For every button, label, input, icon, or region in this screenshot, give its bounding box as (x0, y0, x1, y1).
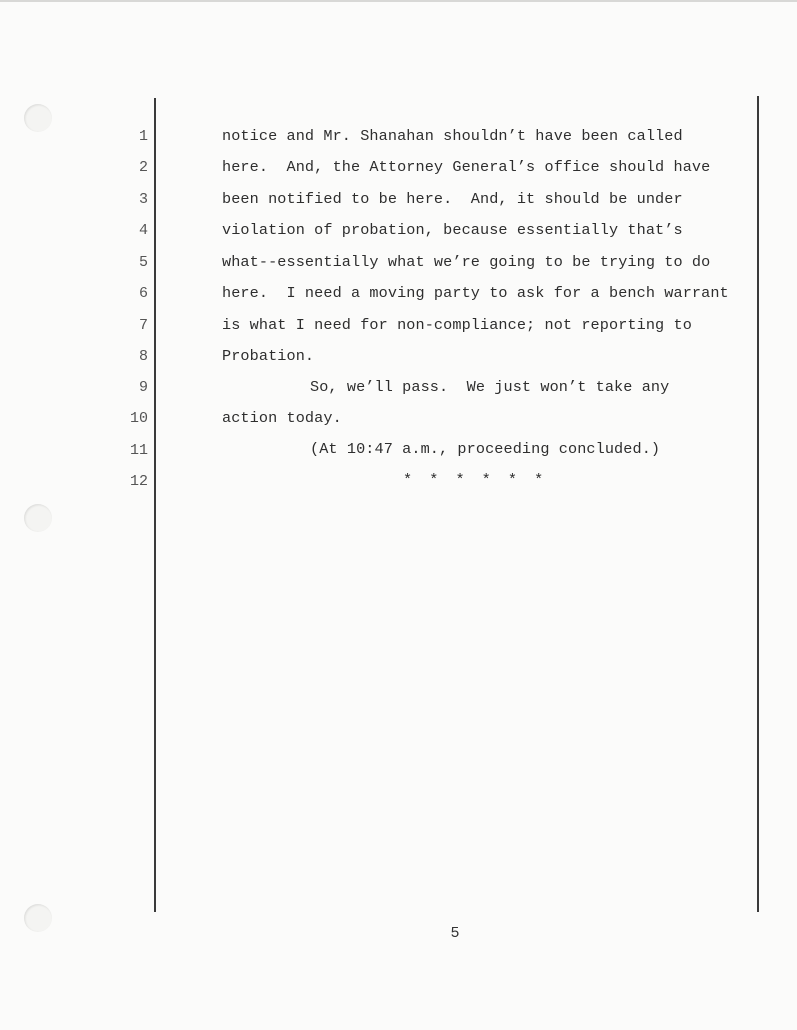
left-margin-rule (154, 98, 156, 912)
line-number: 12 (129, 473, 148, 490)
line-number: 11 (129, 442, 148, 459)
page-number: 5 (450, 925, 460, 942)
transcript-line: action today. (222, 409, 342, 427)
line-number: 1 (138, 128, 148, 145)
line-number: 5 (138, 254, 148, 271)
line-number: 9 (138, 379, 148, 396)
punch-hole-bottom (24, 904, 52, 932)
transcript-line: So, we’ll pass. We just won’t take any (310, 378, 670, 396)
transcript-line: what--essentially what we’re going to be trying to do (222, 253, 711, 271)
right-margin-rule (757, 96, 759, 912)
line-number: 4 (138, 222, 148, 239)
line-number: 3 (138, 191, 148, 208)
transcript-line: is what I need for non-compliance; not reporting to (222, 316, 692, 334)
transcript-line: here. I need a moving party to ask for a bench warrant (222, 284, 729, 302)
end-asterisks: * * * * * * (403, 471, 548, 489)
transcript-line: here. And, the Attorney General’s office should have (222, 158, 711, 176)
transcript-line: been notified to be here. And, it should be under (222, 190, 683, 208)
transcript-line: notice and Mr. Shanahan shouldn’t have been called (222, 127, 683, 145)
transcript-line: Probation. (222, 347, 315, 365)
transcript-line: (At 10:47 a.m., proceeding concluded.) (310, 440, 661, 458)
transcript-line: violation of probation, because essentially that’s (222, 221, 683, 239)
line-number: 10 (129, 410, 148, 427)
line-number: 7 (138, 317, 148, 334)
page-top-edge (0, 0, 797, 2)
punch-hole-middle (24, 504, 52, 532)
line-number: 6 (138, 285, 148, 302)
line-number: 2 (138, 159, 148, 176)
line-number: 8 (138, 348, 148, 365)
punch-hole-top (24, 104, 52, 132)
